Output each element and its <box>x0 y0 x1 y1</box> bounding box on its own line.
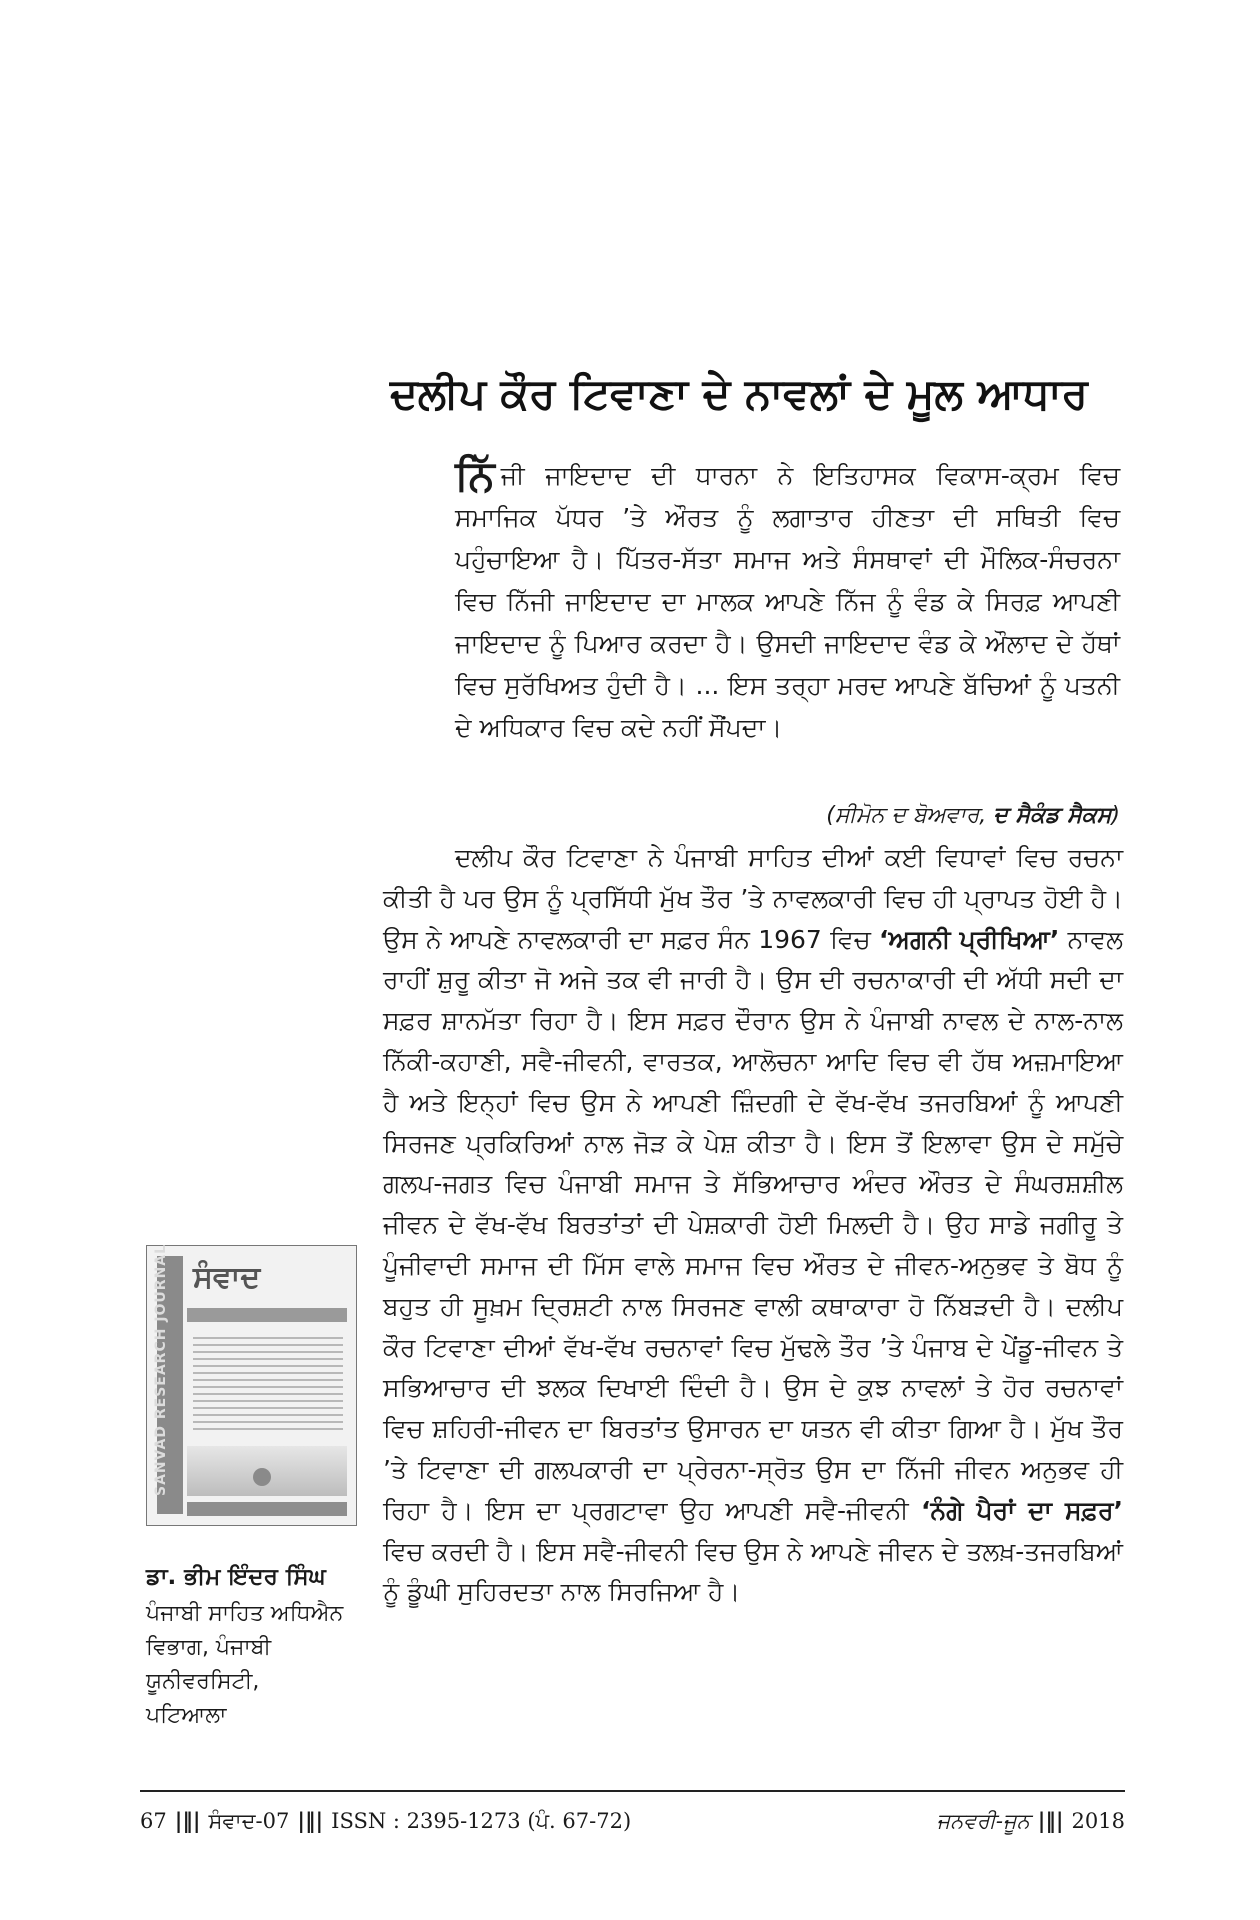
footer-left <box>140 1804 631 1838</box>
affiliation-line: ਪੰਜਾਬੀ ਸਾਹਿਤ ਅਧਿਐਨ <box>146 1601 344 1626</box>
footer-separator: |‖| <box>297 1808 324 1833</box>
body-text-part-3: ਵਿਚ ਕਰਦੀ ਹੈ। ਇਸ ਸਵੈ-ਜੀਵਨੀ ਵਿਚ ਉਸ ਨੇ ਆਪਣੇ ਜੀਵਨ ਦੇ ਤਲਖ਼-ਤਜਰਬਿਆਂ ਨੂੰ ਡੂੰਘੀ ਸੁਹਿਰਦਤਾ ਨਾਲ ਸਿਰਜਿਆ ਹੈ। <box>383 1536 1123 1607</box>
body-text-part-1: ਦਲੀਪ ਕੌਰ ਟਿਵਾਣਾ ਨੇ ਪੰਜਾਬੀ ਸਾਹਿਤ ਦੀਆਂ ਕਈ ਵਿਧਾਵਾਂ ਵਿਚ ਰਚਨਾ ਕੀਤੀ ਹੈ ਪਰ ਉਸ ਨੂੰ ਪ੍ਰਸਿੱਧੀ ਮੁੱਖ ਤੌਰ ’ਤੇ ਨਾਵਲਕਾਰੀ ਵਿਚ ਹੀ ਪ੍ਰਾਪਤ ਹੋਈ ਹੈ। ਉਸ ਨੇ ਆਪਣੇ ਨਾਵਲਕਾਰੀ ਦਾ ਸਫ਼ਰ ਸੰਨ 1967 ਵਿਚ <box>383 843 1123 954</box>
issue-year: 2018 <box>1071 1809 1125 1833</box>
journal-issue: ਸੰਵਾਦ-07 <box>208 1809 290 1833</box>
footer-rule <box>140 1790 1125 1792</box>
article-title: ਦਲੀਪ ਕੌਰ ਟਿਵਾਣਾ ਦੇ ਨਾਵਲਾਂ ਦੇ ਮੂਲ ਆਧਾਰ <box>390 369 1088 419</box>
author-affiliation <box>146 1597 366 1733</box>
cover-logo: ਸੰਵਾਦ <box>193 1260 261 1295</box>
epigraph-citation <box>620 800 1120 832</box>
body-paragraph <box>383 838 1123 1613</box>
footer-separator: |‖| <box>1037 1808 1064 1833</box>
issn: ISSN : 2395-1273 (ਪੰ. 67-72) <box>331 1809 632 1833</box>
footer-separator: |‖| <box>174 1808 201 1833</box>
affiliation-line: ਪਟਿਆਲਾ <box>146 1703 227 1728</box>
drop-cap: ਨਿੱ <box>455 451 495 500</box>
issue-period: ਜਨਵਰੀ-ਜੂਨ <box>936 1809 1030 1833</box>
epigraph <box>455 451 1120 749</box>
citation-author: (ਸੀਮੋਨ ਦ ਬੋਅਵਾਰ, <box>826 803 994 828</box>
cover-seal-icon <box>253 1468 271 1486</box>
cover-contents-lines <box>193 1332 343 1435</box>
book-title-agni-preekhia: ‘ਅਗਨੀ ਪ੍ਰੀਖਿਆ’ <box>878 924 1060 954</box>
journal-cover-image <box>146 1245 357 1526</box>
cover-footer-band <box>187 1502 347 1516</box>
cover-band <box>187 1308 347 1322</box>
book-title-nange-pairan: ‘ਨੰਗੇ ਪੈਰਾਂ ਦਾ ਸਫ਼ਰ’ <box>920 1495 1123 1525</box>
author-name: ਡਾ. ਭੀਮ ਇੰਦਰ ਸਿੰਘ <box>146 1564 326 1590</box>
epigraph-text: ਜੀ ਜਾਇਦਾਦ ਦੀ ਧਾਰਨਾ ਨੇ ਇਤਿਹਾਸਕ ਵਿਕਾਸ-ਕ੍ਰਮ ਵਿਚ ਸਮਾਜਿਕ ਪੱਧਰ ’ਤੇ ਔਰਤ ਨੂੰ ਲਗਾਤਾਰ ਹੀਣਤਾ ਦੀ ਸਥਿਤੀ ਵਿਚ ਪਹੁੰਚਾਇਆ ਹੈ। ਪਿੱਤਰ-ਸੱਤਾ ਸਮਾਜ ਅਤੇ ਸੰਸਥਾਵਾਂ ਦੀ ਮੌਲਿਕ-ਸੰਚਰਨਾ ਵਿਚ ਨਿੱਜੀ ਜਾਇਦਾਦ ਦਾ ਮਾਲਕ ਆਪਣੇ ਨਿੱਜ ਨੂੰ ਵੰਡ ਕੇ ਸਿਰਫ਼ ਆਪਣੀ ਜਾਇਦਾਦ ਨੂੰ ਪਿਆਰ ਕਰਦਾ ਹੈ। ਉਸਦੀ ਜਾਇਦਾਦ ਵੰਡ ਕੇ ਔਲਾਦ ਦੇ ਹੱਥਾਂ ਵਿਚ ਸੁਰੱਖਿਅਤ ਹੁੰਦੀ ਹੈ। ... ਇਸ ਤਰ੍ਹਾ ਮਰਦ ਆਪਣੇ ਬੱਚਿਆਂ ਨੂੰ ਪਤਨੀ ਦੇ ਅਧਿਕਾਰ ਵਿਚ ਕਦੇ ਨਹੀਂ ਸੌਂਪਦਾ। <box>455 461 1120 742</box>
body-text-part-2: ਨਾਵਲ ਰਾਹੀਂ ਸ਼ੁਰੂ ਕੀਤਾ ਜੋ ਅਜੇ ਤਕ ਵੀ ਜਾਰੀ ਹੈ। ਉਸ ਦੀ ਰਚਨਾਕਾਰੀ ਦੀ ਅੱਧੀ ਸਦੀ ਦਾ ਸਫ਼ਰ ਸ਼ਾਨਮੱਤਾ ਰਿਹਾ ਹੈ। ਇਸ ਸਫ਼ਰ ਦੌਰਾਨ ਉਸ ਨੇ ਪੰਜਾਬੀ ਨਾਵਲ ਦੇ ਨਾਲ-ਨਾਲ ਨਿੱਕੀ-ਕਹਾਣੀ, ਸਵੈ-ਜੀਵਨੀ, ਵਾਰਤਕ, ਆਲੋਚਨਾ ਆਦਿ ਵਿਚ ਵੀ ਹੱਥ ਅਜ਼ਮਾਇਆ ਹੈ ਅਤੇ ਇਨ੍ਹਾਂ ਵਿਚ ਉਸ ਨੇ ਆਪਣੀ ਜ਼ਿੰਦਗੀ ਦੇ ਵੱਖ-ਵੱਖ ਤਜਰਬਿਆਂ ਨੂੰ ਆਪਣੀ ਸਿਰਜਣ ਪ੍ਰਕਿਰਿਆਂ ਨਾਲ ਜੋੜ ਕੇ ਪੇਸ਼ ਕੀਤਾ ਹੈ। ਇਸ ਤੋਂ ਇਲਾਵਾ ਉਸ ਦੇ ਸਮੁੱਚੇ ਗਲਪ-ਜਗਤ ਵਿਚ ਪੰਜਾਬੀ ਸਮਾਜ ਤੇ ਸੱਭਿਆਚਾਰ ਅੰਦਰ ਔਰਤ ਦੇ ਸੰਘਰਸ਼ਸ਼ੀਲ ਜੀਵਨ ਦੇ ਵੱਖ-ਵੱਖ ਬਿਰਤਾਂਤਾਂ ਦੀ ਪੇਸ਼ਕਾਰੀ ਹੋਈ ਮਿਲਦੀ ਹੈ। ਉਹ ਸਾਡੇ ਜਗੀਰੂ ਤੇ ਪੂੰਜੀਵਾਦੀ ਸਮਾਜ ਦੀ ਮਿੱਸ ਵਾਲੇ ਸਮਾਜ ਵਿਚ ਔਰਤ ਦੇ ਜੀਵਨ-ਅਨੁਭਵ ਤੇ ਬੋਧ ਨੂੰ ਬਹੁਤ ਹੀ ਸੂਖ਼ਮ ਦ੍ਰਿਸ਼ਟੀ ਨਾਲ ਸਿਰਜਣ ਵਾਲੀ ਕਥਾਕਾਰਾ ਹੋ ਨਿੱਬੜਦੀ ਹੈ। ਦਲੀਪ ਕੌਰ ਟਿਵਾਣਾ ਦੀਆਂ ਵੱਖ-ਵੱਖ ਰਚਨਾਵਾਂ ਵਿਚ ਮੁੱਢਲੇ ਤੌਰ ’ਤੇ ਪੰਜਾਬ ਦੇ ਪੇਂਡੂ-ਜੀਵਨ ਤੇ ਸਭਿਆਚਾਰ ਦੀ ਝਲਕ ਦਿਖਾਈ ਦਿੰਦੀ ਹੈ। ਉਸ ਦੇ ਕੁਝ ਨਾਵਲਾਂ ਤੇ ਹੋਰ ਰਚਨਾਵਾਂ ਵਿਚ ਸ਼ਹਿਰੀ-ਜੀਵਨ ਦਾ ਬਿਰਤਾਂਤ ਉਸਾਰਨ ਦਾ ਯਤਨ ਵੀ ਕੀਤਾ ਗਿਆ ਹੈ। ਮੁੱਖ ਤੌਰ ’ਤੇ ਟਿਵਾਣਾ ਦੀ ਗਲਪਕਾਰੀ ਦਾ ਪ੍ਰੇਰਨਾ-ਸ੍ਰੋਤ ਉਸ ਦਾ ਨਿੱਜੀ ਜੀਵਨ ਅਨੁਭਵ ਹੀ ਰਿਹਾ ਹੈ। ਇਸ ਦਾ ਪ੍ਰਗਟਾਵਾ ਉਹ ਆਪਣੀ ਸਵੈ-ਜੀਵਨੀ <box>383 924 1123 1525</box>
citation-book-title: ਦ ਸੈਕੰਡ ਸੈਕਸ <box>993 803 1112 828</box>
affiliation-line: ਵਿਭਾਗ, ਪੰਜਾਬੀ <box>146 1635 272 1660</box>
page-footer <box>140 1804 1125 1838</box>
page-number: 67 <box>140 1809 167 1833</box>
affiliation-line: ਯੂਨੀਵਰਸਿਟੀ, <box>146 1669 260 1694</box>
cover-spine-text: SANVAD RESEARCH JOURNAL <box>153 1243 169 1496</box>
citation-close: ) <box>1111 803 1120 828</box>
footer-right <box>937 1804 1126 1838</box>
